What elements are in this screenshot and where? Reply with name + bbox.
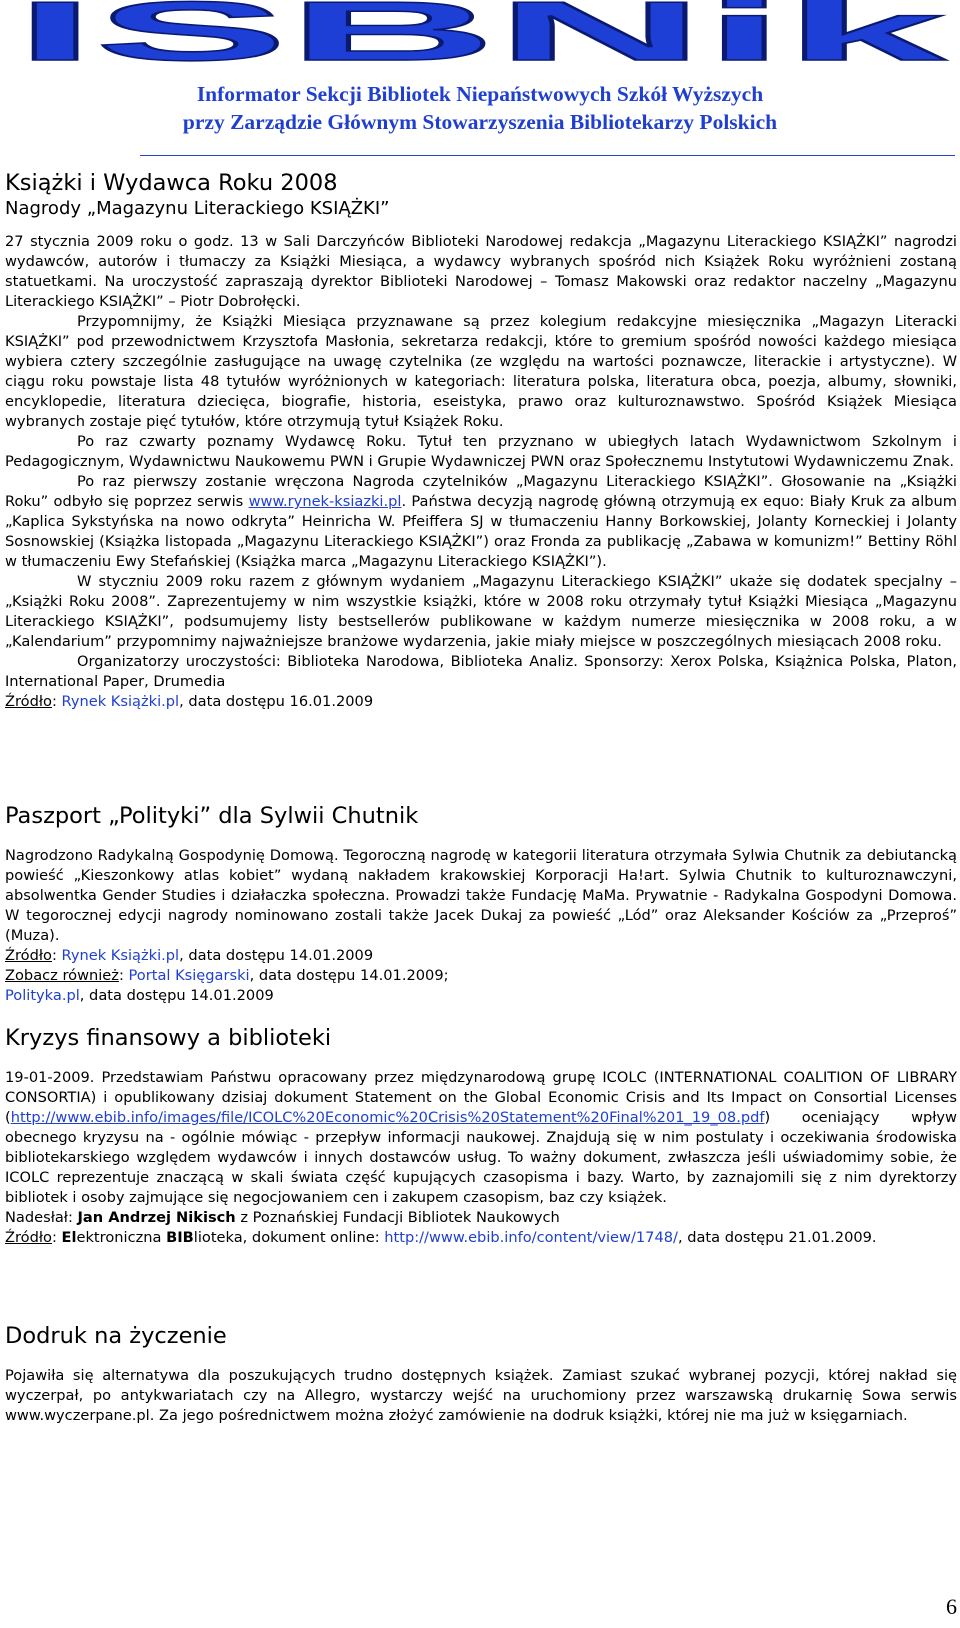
section-title: Dodruk na życzenie xyxy=(5,1323,227,1349)
paragraph xyxy=(5,472,957,572)
paragraph-text: ) oceniający wpływ obecnego kryzysu na - ogólnie mówiąc - przepływ informacji naukowej. Znajdują się w nim postulaty i oczekiwania środowiska bibliotekarskiego względem wydawców i innych dostawców usług. To ważny dokument, zwłaszcza jeśli uświadomimy sobie, że ICOLC reprezentuje znaczącą w skali świata część kupujących czasopisma i bazy. Warto, by zaznajomili się z nim dyrektorzy bibliotek i osoby zajmujące się negocjowaniem cen i zakupem czasopism, baz czy książek. xyxy=(5,1109,957,1206)
source-line: Źródło: Rynek Książki.pl, data dostępu 16.01.2009 xyxy=(5,693,374,710)
source-label: Źródło xyxy=(5,1229,52,1246)
source-label: Źródło xyxy=(5,947,52,964)
paragraph xyxy=(5,1068,957,1208)
source-name: lioteka, dokument online: xyxy=(193,1229,385,1246)
paragraph-text: . Państwa decyzją nagrodę główną otrzymują ex equo: Biały Kruk za album „Kaplica Sykstyńska na nowo odkryta” Heinricha W. Pfeiffera SJ w tłumaczeniu Hanny Borkowskiej, Jolanty Korneckiej i Jolanty Sosnowskiej (Książka listopada „Magazynu Literackiego KSIĄŻKI”) oraz Fronda za publikację „Zabawa w komunizm!” Bettiny Röhl w tłumaczeniu Ewy Stefańskiej (Książka marca „Magazynu Literackiego KSIĄŻKI”). xyxy=(5,493,958,570)
paragraph: 27 stycznia 2009 roku o godz. 13 w Sali Darczyńców Biblioteki Narodowej redakcja „Magazynu Literackiego KSIĄŻKI” nagrodzi wydawców, autorów i tłumaczy za Książki Miesiąca, a wydawcy wybranych spośród nich Książek Roku wyróżnieni zostaną statuetkami. Na uroczystość zapraszają dyrektor Biblioteki Narodowej – Tomasz Makowski oraz redaktor naczelny „Magazynu Literackiego KSIĄŻKI” – Piotr Dobrołęcki. xyxy=(5,233,957,310)
masthead-line-2: przy Zarządzie Głównym Stowarzyszenia Bibliotekarzy Polskich xyxy=(182,110,778,134)
section-paszport xyxy=(5,803,957,1006)
source-link[interactable]: http://www.ebib.info/content/view/1748/ xyxy=(384,1229,678,1246)
source-date: , data dostępu 21.01.2009. xyxy=(677,1229,877,1246)
polityka-date: , data dostępu 14.01.2009 xyxy=(79,987,274,1004)
icolc-pdf-link[interactable]: http://www.ebib.info/images/file/ICOLC%20Economic%20Crisis%20Statement%20Final%201_19_08.pdf xyxy=(10,1109,765,1126)
paragraph-text: 19-01-2009. Przedstawiam Państwu opracowany przez międzynarodową grupę ICOLC (INTERNATIONAL COALITION OF LIBRARY CONSORTIA) i opublikowany dzisiaj dokument Statement on the Global Economic Crisis and Its Impact on Consortial Licenses ( xyxy=(5,1069,957,1126)
section-books-of-year xyxy=(5,170,957,221)
paragraph: Nagrodzono Radykalną Gospodynię Domową. Tegoroczną nagrodę w kategorii literatura otrzymała Sylwia Chutnik za debiutancką powieść „Kieszonkowy atlas kobiet” wydaną nakładem krakowskiej Korporacji Ha!art. Sylwia Chutnik to kulturoznawczyni, absolwentka Gender Studies i działaczka społeczna. Prowadzi także Fundację MaMa. Prywatnie - Radykalna Gospodyni Domowa. W tegorocznej edycji nagrody nominowano zostali także Jacek Dukaj za powieść „Lód” oraz Aleksander Kościów za „Przeproś” (Muza). xyxy=(5,847,957,944)
source-label: Źródło xyxy=(5,693,52,710)
section-dodruk xyxy=(5,1323,957,1426)
polityka-link[interactable]: Polityka.pl xyxy=(5,987,80,1004)
see-also-date: , data dostępu 14.01.2009; xyxy=(249,967,449,984)
paragraph-text: Po raz pierwszy zostanie wręczona Nagroda czytelników „Magazynu Literackiego KSIĄŻKI”. Głosowanie na „Książki Roku” odbyło się poprzez serwis xyxy=(5,473,957,510)
sender-name: Jan Andrzej Nikisch xyxy=(77,1209,236,1226)
section-subtitle: Nagrody „Magazynu Literackiego KSIĄŻKI” xyxy=(5,198,390,219)
masthead-divider xyxy=(140,155,955,156)
source-link[interactable]: Rynek Książki.pl xyxy=(61,693,180,710)
source-date: , data dostępu 16.01.2009 xyxy=(179,693,374,710)
paragraph: Przypomnijmy, że Książki Miesiąca przyznawane są przez kolegium redakcyjne miesięcznika „Magazyn Literacki KSIĄŻKI” pod przewodnictwem Krzysztofa Masłonia, sekretarza redakcji, które to gremium spośród nowości każdego miesiąca wybiera cztery szczególnie zasługujące na uwagę czytelnika (ze względu na wartości poznawcze, literackie i artystyczne). W ciągu roku powstaje lista 48 tytułów wyróżnionych w kategoriach: literatura polska, literatura obca, poezja, albumy, słowniki, encyklopedie, literatura dziecięca, biografie, historia, eseistyka, prawo oraz kulturoznawstwo. Spośród Książek Miesiąca wybranych zostaje pięć tytułów, które otrzymują tytuł Książek Roku. xyxy=(5,313,957,430)
paragraph: Pojawiła się alternatywa dla poszukujących trudno dostępnych książek. Zamiast szukać wybranej pozycji, której nakład się wyczerpał, po antykwariatach czy na Allegro, wystarczy wejść na uruchomiony przez warszawską drukarnię Sowa serwis www.wyczerpane.pl. Za jego pośrednictwem można złożyć zamówienie na dodruk książki, której nie ma już w księgarniach. xyxy=(5,1367,957,1424)
source-name-bold: BIB xyxy=(166,1229,194,1246)
source-link[interactable]: Rynek Książki.pl xyxy=(61,947,180,964)
paragraph: W styczniu 2009 roku razem z głównym wydaniem „Magazynu Literackiego KSIĄŻKI” ukaże się dodatek specjalny – „Książki Roku 2008”. Zaprezentujemy w nim wszystkie książki, które w 2008 roku otrzymały tytuł Książki Miesiąca „Magazynu Literackiego KSIĄŻKI”, podsumujemy listy bestsellerów publikowane w każdym numerze miesięcznika w 2008 roku, a w „Kalendarium” przypomnimy najważniejsze branżowe wydarzenia, jakie miały miejsce w poszczególnych miesiącach 2008 roku. xyxy=(5,573,957,650)
see-also-line: Zobacz również: Portal Księgarski, data dostępu 14.01.2009; xyxy=(5,967,449,984)
source-line: Źródło: Elektroniczna BIBlioteka, dokument online: http://www.ebib.info/content/view/1748/, data dostępu 21.01.2009. xyxy=(5,1229,877,1246)
sender-org: z Poznańskiej Fundacji Bibliotek Naukowych xyxy=(235,1209,560,1226)
isbnik-logo xyxy=(8,0,952,66)
source-name: ektroniczna xyxy=(76,1229,167,1246)
section-books-of-year-body xyxy=(5,232,957,712)
paragraph: Po raz czwarty poznamy Wydawcę Roku. Tytuł ten przyznano w ubiegłych latach Wydawnictwom Szkolnym i Pedagogicznym, Wydawnictwu Naukowemu PWN i Grupie Wydawniczej PWN oraz Społecznemu Instytutowi Wydawniczemu Znak. xyxy=(5,433,957,470)
portal-ksiegarski-link[interactable]: Portal Księgarski xyxy=(128,967,250,984)
section-kryzys xyxy=(5,1025,957,1248)
page-number: 6 xyxy=(946,1594,957,1619)
paragraph: Organizatorzy uroczystości: Biblioteka Narodowa, Biblioteka Analiz. Sponsorzy: Xerox Polska, Książnica Polska, Platon, International Paper, Drumedia xyxy=(5,653,957,690)
section-title: Paszport „Polityki” dla Sylwii Chutnik xyxy=(5,803,419,829)
sender-line xyxy=(5,1208,957,1228)
source-name-bold: El xyxy=(61,1229,77,1246)
sender-label: Nadesłał: xyxy=(5,1209,78,1226)
see-also-label: Zobacz również xyxy=(5,967,119,984)
section-title: Kryzys finansowy a biblioteki xyxy=(5,1025,332,1051)
masthead-line-1: Informator Sekcji Bibliotek Niepaństwowych Szkół Wyższych xyxy=(196,82,764,106)
logo-text: ISBNik xyxy=(15,0,946,66)
source-line: Źródło: Rynek Książki.pl, data dostępu 14.01.2009 xyxy=(5,947,374,964)
polityka-line xyxy=(5,986,957,1006)
rynek-ksiazki-link[interactable]: www.rynek-ksiazki.pl xyxy=(248,493,402,510)
section-title: Książki i Wydawca Roku 2008 xyxy=(5,170,338,196)
source-date: , data dostępu 14.01.2009 xyxy=(179,947,374,964)
